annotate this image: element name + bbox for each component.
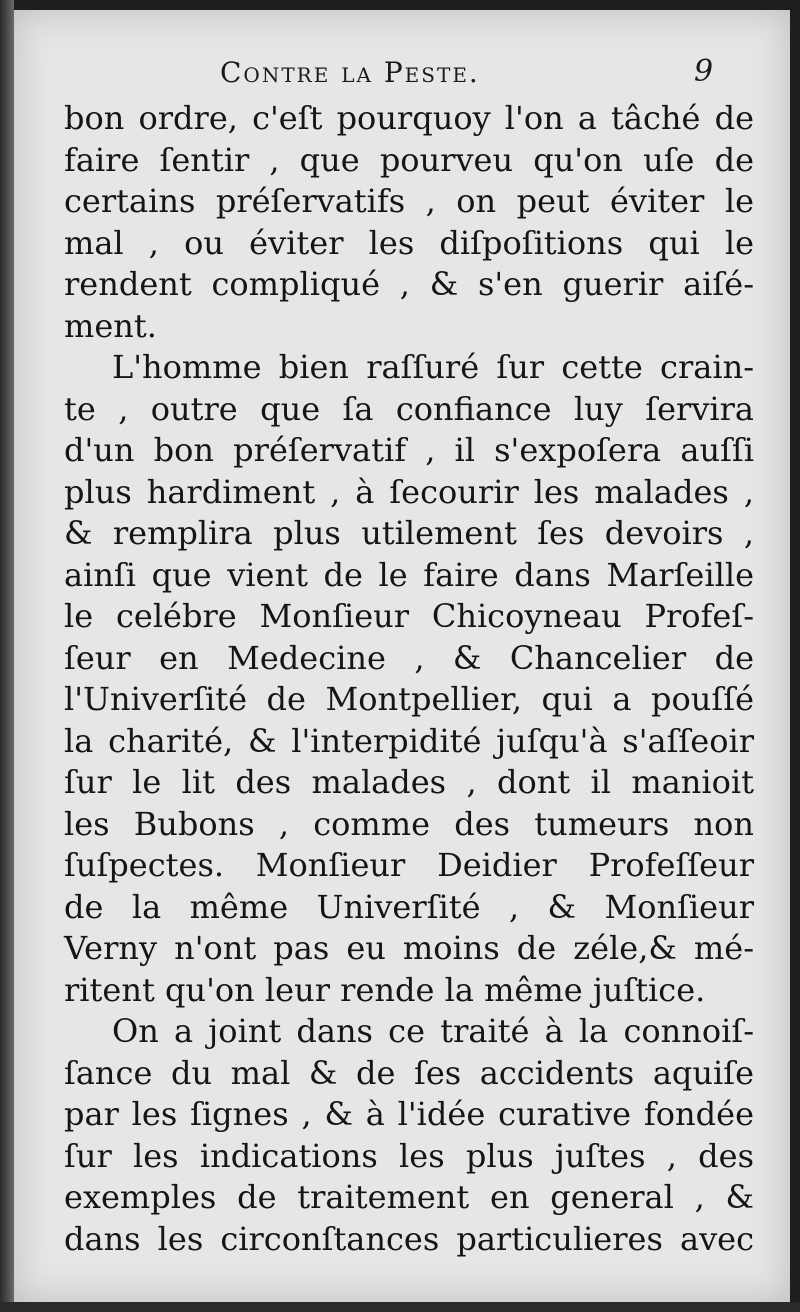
text-line: de la même Univerſité , & Monſieur [64, 887, 754, 926]
text-line: ſance du mal & de ſes accidents aquiſe [64, 1053, 754, 1092]
text-line: ainſi que vient de le faire dans Marſeille [64, 555, 754, 594]
text-line: ſeur en Medecine , & Chancelier de [64, 638, 754, 677]
page-number: 9 [694, 54, 714, 89]
text-line: mal , ou éviter les diſpoſitions qui le [64, 223, 754, 262]
text-line: dans les circonſtances particulieres avec [64, 1219, 754, 1258]
text-line: & remplira plus utilement ſes devoirs , [64, 514, 754, 552]
text-line: plus hardiment , à ſecourir les malades , [64, 472, 754, 511]
text-line: le celébre Monſieur Chicoyneau Profeſ- [64, 597, 754, 635]
text-line-paragraph-end: ment. [64, 306, 157, 345]
text-line-paragraph-start: L'homme bien raſſuré ſur cette crain- [112, 348, 754, 386]
text-line: rendent compliqué , & s'en guerir aiſé- [64, 265, 754, 303]
text-line: l'Univerſité de Montpellier, qui a pouſſé [64, 680, 754, 718]
text-line: d'un bon préſervatif , il s'expoſera auſſi [64, 431, 754, 469]
text-line: ſur les indications les plus juſtes , des [64, 1136, 754, 1175]
book-page [14, 10, 790, 1302]
text-line: te , outre que ſa confiance luy ſervira [64, 389, 754, 428]
text-body [64, 98, 754, 1260]
running-head [14, 54, 790, 94]
text-line: faire ſentir , que pourveu qu'on uſe de [64, 140, 754, 179]
text-line: ſuſpectes. Monſieur Deidier Profeſſeur [64, 846, 754, 884]
text-line: par les ſignes , & à l'idée curative fondée [64, 1095, 754, 1133]
text-line: la charité, & l'interpidité juſqu'à s'aſſeoir [64, 721, 754, 760]
text-line: ſur le lit des malades , dont il manioit [64, 763, 754, 801]
text-line-paragraph-start: On a joint dans ce traité à la connoiſ- [112, 1012, 754, 1050]
scan-bottom-edge [0, 1302, 800, 1312]
book-gutter-shadow [0, 0, 14, 1312]
text-line: Verny n'ont pas eu moins de zéle,& mé- [64, 929, 754, 967]
text-line: les Bubons , comme des tumeurs non [64, 804, 754, 843]
text-line: bon ordre, c'eſt pourquoy l'on a tâché de [64, 99, 754, 137]
running-head-title: Contre la Peste. [220, 56, 480, 89]
text-line-paragraph-end: ritent qu'on leur rende la même juſtice. [64, 970, 706, 1009]
text-line: exemples de traitement en general , & [64, 1178, 754, 1216]
text-line: certains préſervatifs , on peut éviter le [64, 182, 754, 220]
